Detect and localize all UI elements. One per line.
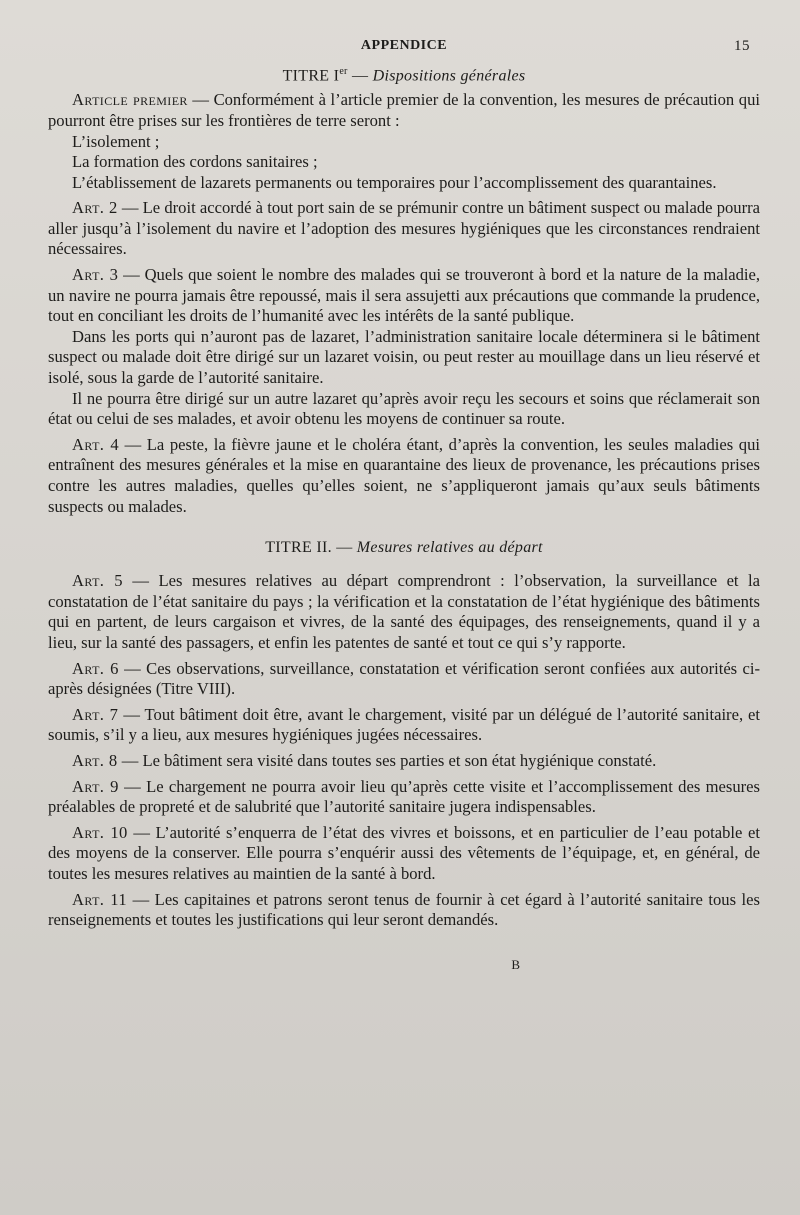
article-3 [48,265,760,327]
article-label: Art. 5 [72,571,123,591]
article-text: — Le bâtiment sera visité dans toutes ses parties et son état hygiénique constaté. [117,750,657,770]
article-3-paragraph-2: Dans les ports qui n’auront pas de lazaret, l’administration sanitaire locale déterminera si le bâtiment suspect ou malade doit être dirigé sur un lazaret voisin, ou peut rester au mouillage dans un lieu réservé et isolé, sous la garde de l’autorité sanitaire. [48,326,760,388]
article-label: Art. 3 [72,265,119,285]
article-label: Article premier [72,90,188,110]
article-text: — Le droit accordé à tout port sain de se prémunir contre un bâtiment suspect ou malade pourra aller jusqu’à l’isolement du navire et l’adoption des mesures hygiéniques que les circonstances rendraient nécessaires. [48,198,761,259]
article-label: Art. 9 [72,776,119,796]
title-subject: Mesures relatives au départ [356,539,543,557]
article-label: Art. 4 [72,434,120,454]
article-label: Art. 6 [72,658,119,678]
article-text: — Les capitaines et patrons seront tenus de fournir à cet égard à l’autorité sanitaire tous les renseignements et toutes les justifications qui leur seront demandés. [48,889,760,930]
article-text: — Le chargement ne pourra avoir lieu qu’après cette visite et l’accomplissement des mesures préalables de propreté et de salubrité que l’autorité sanitaire jugera indispensables. [48,776,761,817]
page-number: 15 [734,38,750,54]
article-5 [48,571,760,653]
article-label: Art. 10 [72,822,128,842]
article-1 [48,90,760,131]
article-text: — Conformément à l’article premier de la convention, les mesures de précaution qui pourront être prises sur les frontières de terre seront : [48,90,760,130]
article-10 [48,823,760,885]
running-title: APPENDICE [360,38,448,53]
article-label: Art. 11 [72,889,128,909]
title-separator: — [331,539,357,557]
article-label: Art. 7 [72,704,119,724]
title-heading-sup: er [339,66,348,77]
article-label: Art. 8 [72,750,118,770]
running-header [48,38,760,60]
article-7 [48,705,760,746]
signature-mark: B [511,956,520,972]
title-heading: TITRE I [282,67,340,85]
article-text: — La peste, la fièvre jaune et le choléra étant, d’après la convention, les seules maladies qui entraînent des mesures générales et la mise en quarantaine des lieux de provenance, les précautions prises contre les autres maladies, quelles qu’elles soient, ne s’appliqueront jamais qu’aux seuls bâtiments suspects ou malades. [48,434,760,516]
article-9 [48,777,760,818]
article-3-paragraph-3: Il ne pourra être dirigé sur un autre lazaret qu’après avoir reçu les secours et soins que réclamerait son état ou celui de ses malades, et avoir obtenu les moyens de continuer sa route. [48,388,760,429]
title-separator: — [347,67,373,85]
article-text: — Les mesures relatives au départ comprendront : l’observation, la surveillance et la constatation de l’état sanitaire du pays ; la vérification et la constatation de l’état hygiénique des bâtiments qui en partent, de leurs cargaison et vivres, de la santé des équipages, des renseignements, quand il y a lieu, sur la santé des passagers, et enfin les patentes de santé et tout ce qui s’y rapporte. [48,571,761,652]
article-8 [48,751,760,772]
section-title-2 [48,539,760,557]
section-title-1 [48,66,760,85]
article-11 [48,890,760,931]
article-text: — Ces observations, surveillance, constatation et vérification seront confiées aux autorités ci-après désignées (Titre VIII). [48,658,760,699]
article-label: Art. 2 [72,198,118,218]
article-1-item: L’isolement ; [72,131,160,151]
title-heading: TITRE II. [265,539,332,557]
article-6 [48,659,760,700]
article-2 [48,198,760,260]
article-text: — Tout bâtiment doit être, avant le chargement, visité par un délégué de l’autorité sanitaire, et soumis, s’il y a lieu, aux mesures hygiéniques jugées nécessaires. [48,704,761,745]
article-text: — L’autorité s’enquerra de l’état des vivres et boissons, et en particulier de l’eau potable et des moyens de la conserver. Elle pourra s’enquérir aussi des vêtements de l’équipage, et, en général, de toutes les mesures relatives au maintien de la santé à bord. [48,822,760,883]
article-1-item: La formation des cordons sanitaires ; [72,152,318,172]
article-4 [48,435,760,517]
article-1-item: L’établissement de lazarets permanents ou temporaires pour l’accomplissement des quarantaines. [72,172,717,192]
article-text: — Quels que soient le nombre des malades qui se trouveront à bord et la nature de la maladie, un navire ne pourra jamais être repoussé, mais il sera assujetti aux précautions que commande la prudence, tout en conciliant les droits de l’humanité avec les intérêts de la santé publique. [48,265,760,326]
title-subject: Dispositions générales [372,67,526,85]
